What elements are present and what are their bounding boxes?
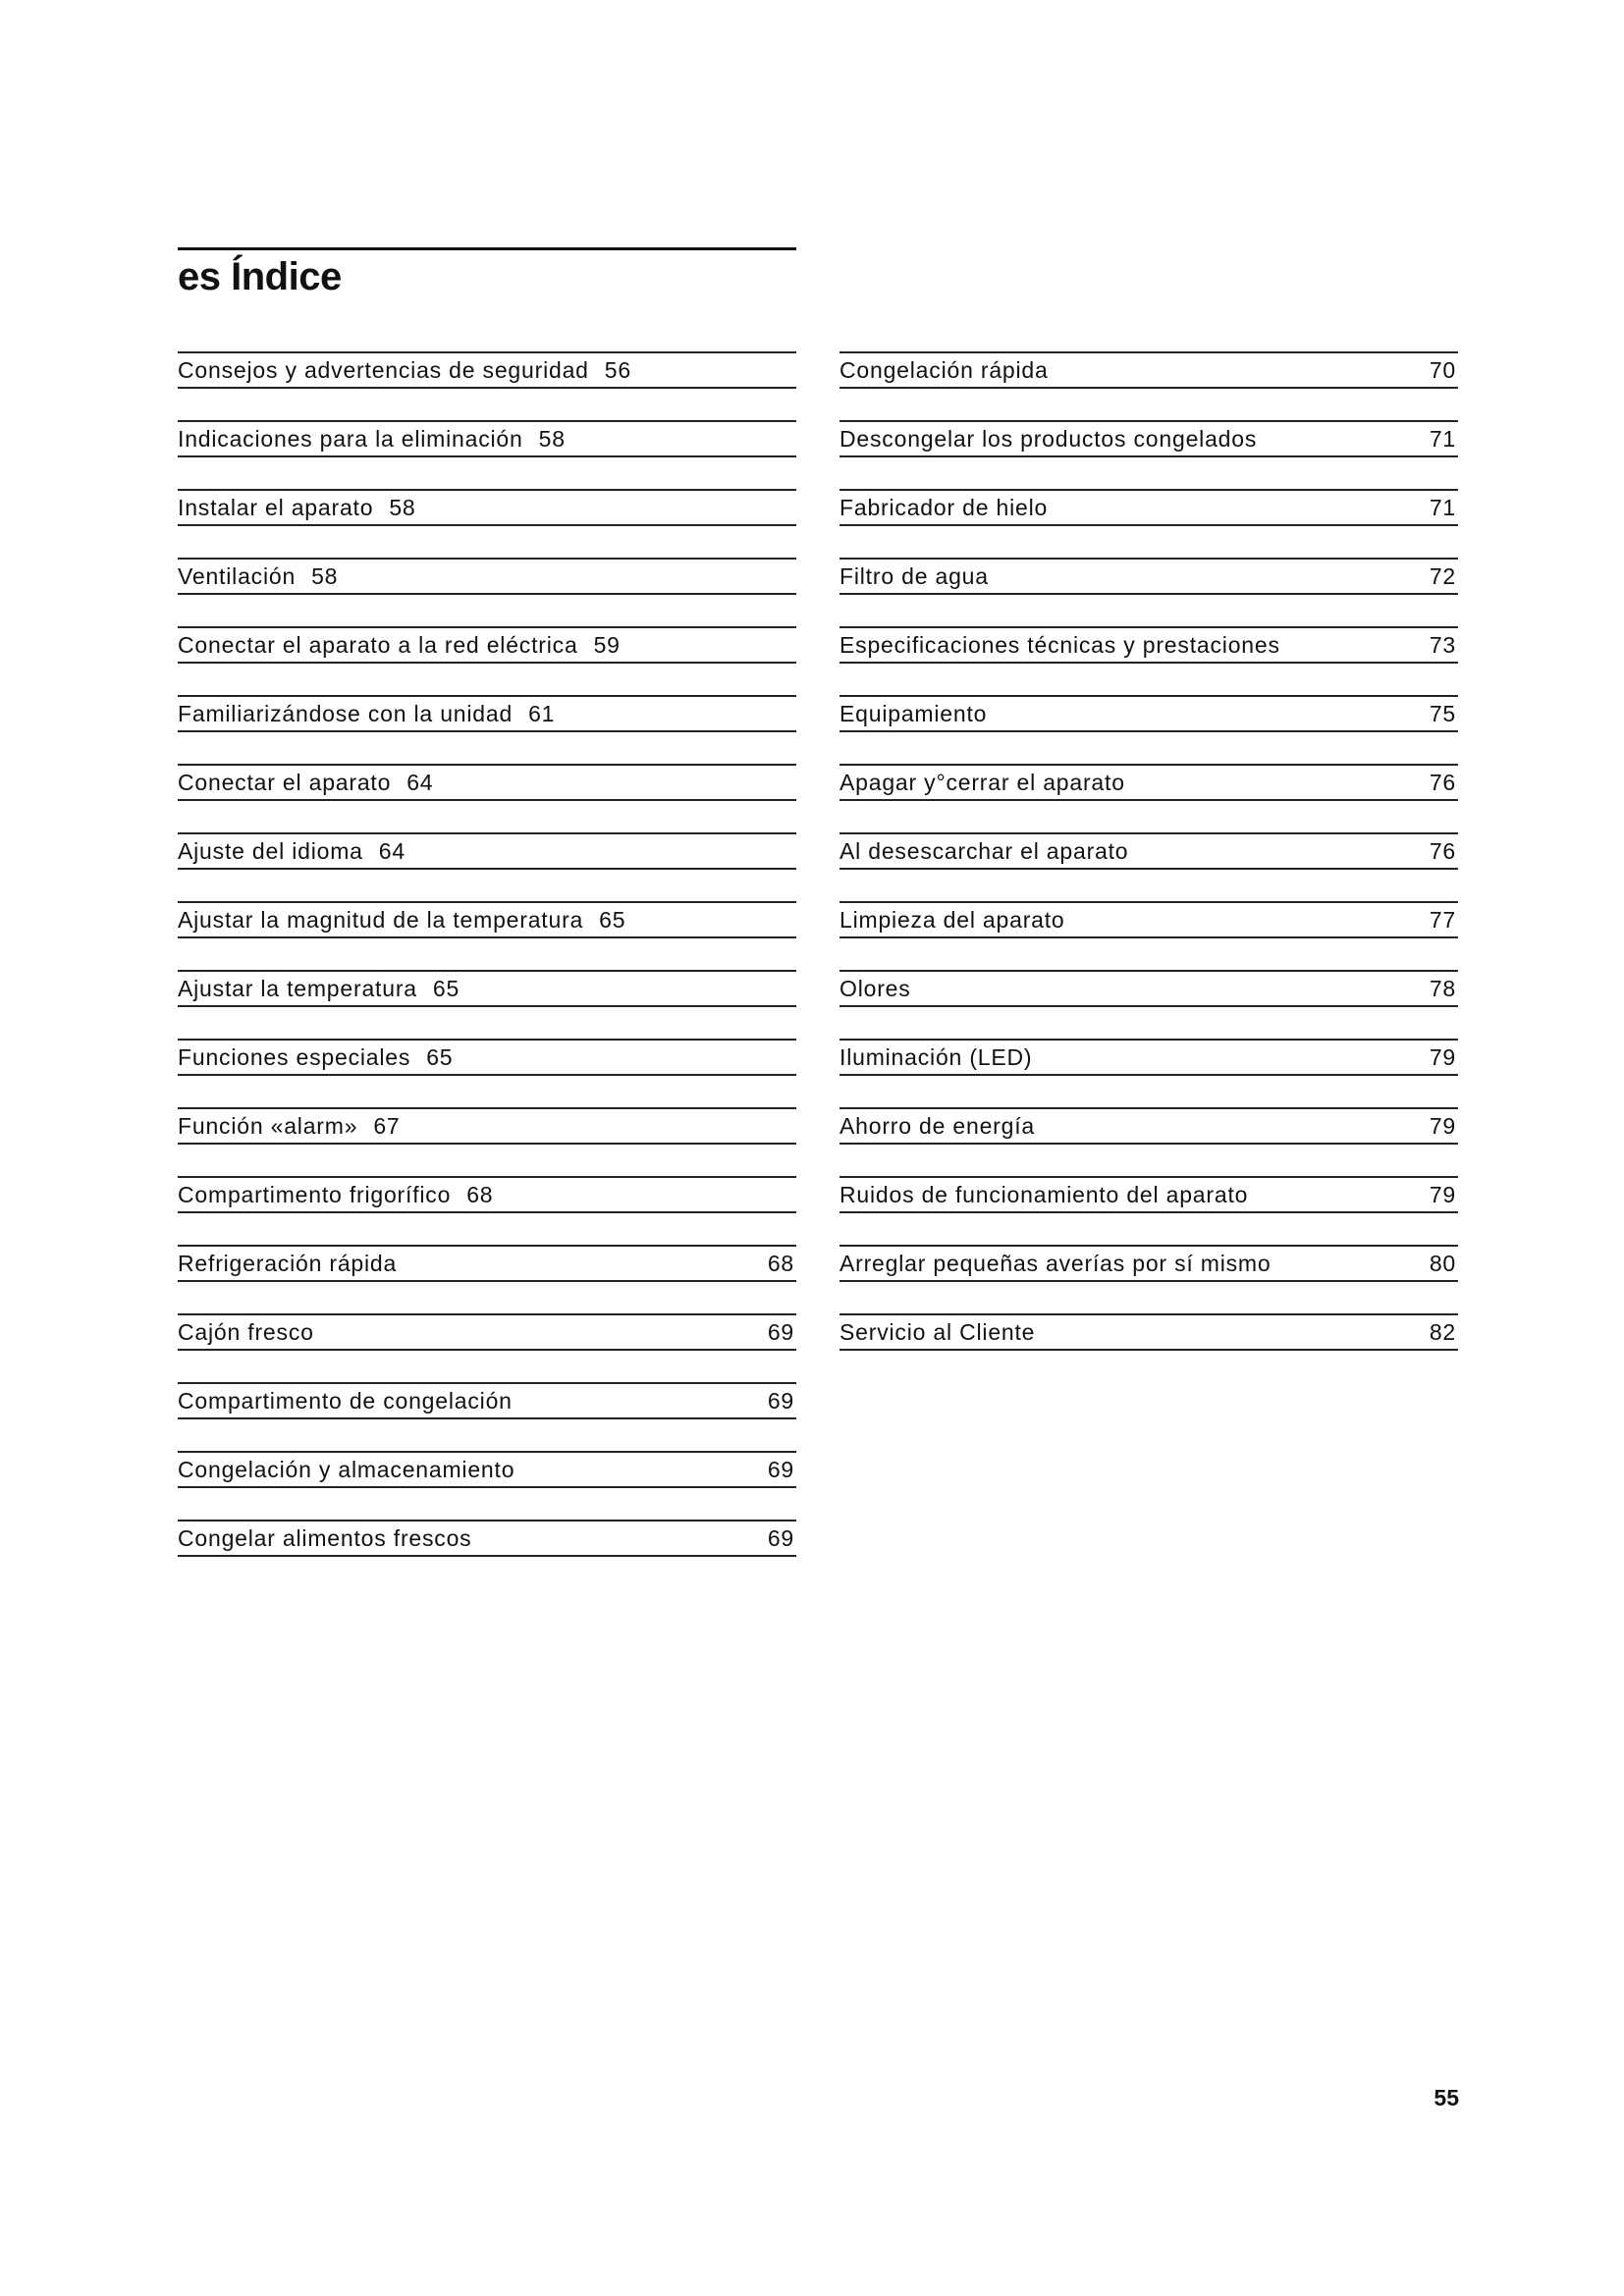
toc-entry-page: 65 xyxy=(426,1044,454,1070)
toc-entry[interactable] xyxy=(178,1176,796,1213)
toc-entry-page: 58 xyxy=(389,495,416,520)
toc-entry-title: Función «alarm» xyxy=(178,1113,358,1139)
toc-entry[interactable] xyxy=(178,351,796,389)
toc-entry-page: 71 xyxy=(1429,495,1456,520)
toc-entry-title: Iluminación (LED) xyxy=(839,1044,1033,1070)
toc-entry-page: 68 xyxy=(767,1251,794,1276)
toc-entry-page: 69 xyxy=(767,1457,794,1482)
toc-entry[interactable] xyxy=(839,558,1458,595)
toc-entry-title: Olores xyxy=(839,976,911,1001)
toc-entry-title: Fabricador de hielo xyxy=(839,495,1049,520)
toc-entry-page: 76 xyxy=(1429,770,1456,795)
toc-entry[interactable] xyxy=(839,764,1458,801)
toc-entry-title: Instalar el aparato xyxy=(178,495,374,520)
toc-entry[interactable] xyxy=(178,695,796,732)
toc-entry-title: Ajustar la temperatura xyxy=(178,976,417,1001)
toc-entry[interactable] xyxy=(178,764,796,801)
toc-entry-title: Cajón fresco xyxy=(178,1319,314,1345)
toc-entry-line xyxy=(178,903,625,936)
toc-entry[interactable] xyxy=(178,626,796,664)
toc-entry-title: Limpieza del aparato xyxy=(839,907,1065,933)
toc-entry-title: Ajuste del idioma xyxy=(178,838,363,864)
page-title-block xyxy=(178,247,796,301)
toc-entry-title: Descongelar los productos congelados xyxy=(839,426,1258,452)
toc-entry[interactable] xyxy=(839,420,1458,457)
toc-entry-title: Ajustar la magnitud de la temperatura xyxy=(178,907,584,933)
toc-entry-title: Funciones especiales xyxy=(178,1044,411,1070)
toc-entry[interactable] xyxy=(839,626,1458,664)
toc-entry[interactable] xyxy=(178,970,796,1007)
toc-entry[interactable] xyxy=(839,1176,1458,1213)
toc-entry-page: 79 xyxy=(1429,1113,1456,1139)
toc-entry-page: 79 xyxy=(1429,1182,1456,1207)
toc-entry-title: Congelación y almacenamiento xyxy=(178,1457,515,1482)
page-number: 55 xyxy=(1434,2085,1459,2110)
toc-entry-line xyxy=(178,422,566,455)
toc-entry-page: 65 xyxy=(599,907,626,933)
toc-entry-title: Al desescarchar el aparato xyxy=(839,838,1129,864)
toc-entry-title: Congelación rápida xyxy=(839,357,1049,383)
toc-entry[interactable] xyxy=(839,351,1458,389)
toc-entry-page: 58 xyxy=(538,426,566,452)
toc-entry-line xyxy=(178,1178,493,1211)
toc-entry-title: Conectar el aparato xyxy=(178,770,392,795)
toc-entry-page: 59 xyxy=(593,632,621,658)
toc-entry-line xyxy=(178,972,460,1005)
toc-entry-line xyxy=(178,697,555,730)
toc-entry-page: 72 xyxy=(1429,563,1456,589)
toc-entry-page: 58 xyxy=(311,563,339,589)
toc-entry[interactable] xyxy=(178,558,796,595)
toc-entry-line xyxy=(178,1041,453,1074)
toc-entry-title: Equipamiento xyxy=(839,701,988,726)
toc-entry[interactable] xyxy=(839,832,1458,870)
toc-entry-title: Ventilación xyxy=(178,563,297,589)
page-title: es Índice xyxy=(178,255,342,298)
toc-entry-page: 65 xyxy=(432,976,460,1001)
toc-entry-title: Familiarizándose con la unidad xyxy=(178,701,514,726)
toc-entry-page: 80 xyxy=(1429,1251,1456,1276)
toc-entry[interactable] xyxy=(178,1245,796,1282)
toc-left-column xyxy=(178,351,796,1588)
toc-entry[interactable] xyxy=(839,970,1458,1007)
toc-entry[interactable] xyxy=(839,901,1458,938)
toc-entry[interactable] xyxy=(839,1313,1458,1351)
toc-entry[interactable] xyxy=(178,1451,796,1488)
toc-entry-title: Compartimento frigorífico xyxy=(178,1182,452,1207)
toc-entry-line xyxy=(178,491,416,524)
toc-entry-title: Ruidos de funcionamiento del aparato xyxy=(839,1182,1249,1207)
toc-entry-line xyxy=(178,560,338,593)
toc-entry-page: 56 xyxy=(604,357,631,383)
toc-entry-page: 64 xyxy=(406,770,434,795)
toc-entry-line xyxy=(178,766,433,799)
toc-entry-line xyxy=(178,1109,401,1143)
toc-entry-title: Arreglar pequeñas averías por sí mismo xyxy=(839,1251,1272,1276)
toc-entry-line xyxy=(178,628,621,662)
toc-entry[interactable] xyxy=(178,1520,796,1557)
toc-entry-page: 78 xyxy=(1429,976,1456,1001)
toc-entry-title: Servicio al Cliente xyxy=(839,1319,1036,1345)
toc-entry-page: 70 xyxy=(1429,357,1456,383)
toc-entry[interactable] xyxy=(178,1107,796,1145)
toc-entry[interactable] xyxy=(178,420,796,457)
toc-entry[interactable] xyxy=(178,1382,796,1419)
toc-entry-page: 75 xyxy=(1429,701,1456,726)
toc-entry-page: 82 xyxy=(1429,1319,1456,1345)
toc-entry-page: 69 xyxy=(767,1388,794,1414)
toc-entry[interactable] xyxy=(178,489,796,526)
toc-entry-page: 71 xyxy=(1429,426,1456,452)
toc-entry[interactable] xyxy=(839,1107,1458,1145)
toc-entry-page: 69 xyxy=(767,1525,794,1551)
toc-entry-page: 79 xyxy=(1429,1044,1456,1070)
toc-entry-page: 77 xyxy=(1429,907,1456,933)
toc-entry-page: 73 xyxy=(1429,632,1456,658)
toc-right-column xyxy=(839,351,1458,1382)
toc-entry-page: 76 xyxy=(1429,838,1456,864)
toc-entry-title: Consejos y advertencias de seguridad xyxy=(178,357,589,383)
toc-entry-title: Refrigeración rápida xyxy=(178,1251,398,1276)
toc-entry-page: 67 xyxy=(373,1113,401,1139)
toc-entry-title: Apagar y°cerrar el aparato xyxy=(839,770,1125,795)
toc-entry[interactable] xyxy=(839,1039,1458,1076)
toc-entry-title: Compartimento de congelación xyxy=(178,1388,513,1414)
toc-entry[interactable] xyxy=(839,695,1458,732)
toc-entry[interactable] xyxy=(178,1039,796,1076)
toc-entry-page: 61 xyxy=(528,701,556,726)
toc-entry-page: 68 xyxy=(466,1182,494,1207)
toc-entry[interactable] xyxy=(178,832,796,870)
toc-entry-title: Indicaciones para la eliminación xyxy=(178,426,523,452)
toc-entry[interactable] xyxy=(839,1245,1458,1282)
toc-entry-title: Especificaciones técnicas y prestaciones xyxy=(839,632,1280,658)
toc-entry-title: Conectar el aparato a la red eléctrica xyxy=(178,632,578,658)
toc-entry-title: Ahorro de energía xyxy=(839,1113,1036,1139)
toc-entry[interactable] xyxy=(178,1313,796,1351)
toc-entry-page: 64 xyxy=(378,838,406,864)
toc-entry-page: 69 xyxy=(767,1319,794,1345)
toc-entry-line xyxy=(178,834,406,868)
toc-entry-title: Filtro de agua xyxy=(839,563,989,589)
toc-entry[interactable] xyxy=(178,901,796,938)
toc-entry-title: Congelar alimentos frescos xyxy=(178,1525,472,1551)
toc-entry[interactable] xyxy=(839,489,1458,526)
toc-entry-line xyxy=(178,353,631,387)
